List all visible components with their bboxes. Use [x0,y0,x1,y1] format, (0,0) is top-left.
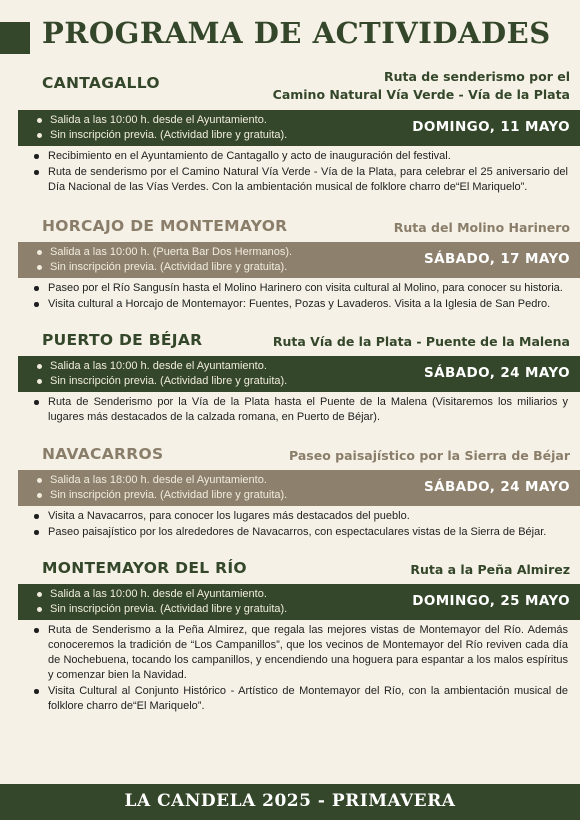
info-band [18,470,580,506]
detail-item: Visita a Navacarros, para conocer los lugares más destacados del pueblo. [48,509,568,524]
info-band [18,584,580,620]
route-line-1: Ruta Vía de la Plata - Puente de la Malena [272,334,570,349]
route-name [410,561,570,579]
registration-info: Sin inscripción previa. (Actividad libre y gratuita). [50,128,580,143]
route-line-1: Ruta de senderismo por el [384,69,570,84]
section-header [0,442,580,470]
details-list [0,506,580,540]
route-line-1: Ruta a la Peña Almirez [410,562,570,577]
town-name: MONTEMAYOR DEL RÍO [42,559,247,577]
section-header [0,64,580,110]
detail-item: Ruta de senderismo por el Camino Natural Vía Verde - Vía de la Plata, para celebrar el 25 aniversario del Día Nacional de las Vías Verdes. Con la ambientación musical de folklore charro de“El Mariquelo”. [48,166,568,193]
detail-item: Visita cultural a Horcajo de Montemayor: Fuentes, Pozas y Lavaderos. Visita a la Iglesia de San Pedro. [48,297,568,312]
registration-info: Sin inscripción previa. (Actividad libre y gratuita). [50,488,580,503]
section-header [0,328,580,356]
detail-item: Recibimiento en el Ayuntamiento de Cantagallo y acto de inauguración del festival. [48,149,568,164]
details-list [0,392,580,425]
detail-item: Ruta de Senderismo a la Peña Almirez, que regala las mejores vistas de Montemayor del Río. Además conoceremos la tradición de “Los Campanillos”, que los vecinos de Montemayor del Río reviven cada día de Nochebuena, tocando los campanillos, y encendiendo una hoguera para espantar a los malos espíritus y comenzar bien la Navidad. [48,624,568,681]
details-list [0,146,580,195]
info-band [18,110,580,146]
detail-item: Paseo paisajístico por los alrededores de Navacarros, con espectaculares vistas de la Sierra de Béjar. [48,525,568,540]
event-date: DOMINGO, 25 MAYO [412,593,570,609]
route-line-2: Camino Natural Vía Verde - Vía de la Plata [272,87,570,102]
route-name [289,447,570,465]
registration-info: Sin inscripción previa. (Actividad libre y gratuita). [50,260,580,275]
detail-item: Paseo por el Río Sangusín hasta el Molino Harinero con visita cultural al Molino, para conocer su historia. [48,281,568,296]
section-header [0,556,580,584]
details-list [0,278,580,312]
section-montemayor-del-rio [0,556,580,715]
event-date: SÁBADO, 24 MAYO [424,365,570,381]
footer-banner [0,784,580,820]
section-cantagallo [0,64,580,196]
route-name [394,219,570,237]
route-name [273,333,570,351]
info-band [18,242,580,278]
route-line-1: Ruta del Molino Harinero [393,220,570,235]
town-name: PUERTO DE BÉJAR [42,331,203,349]
event-date: DOMINGO, 11 MAYO [412,119,570,135]
section-header [0,214,580,242]
info-band [18,356,580,392]
departure-info: Salida a las 18:00 h. desde el Ayuntamiento. [50,473,580,488]
registration-info: Sin inscripción previa. (Actividad libre y gratuita). [50,374,580,389]
registration-info: Sin inscripción previa. (Actividad libre y gratuita). [50,602,580,617]
town-name: HORCAJO DE MONTEMAYOR [42,217,288,235]
event-date: SÁBADO, 24 MAYO [424,479,570,495]
section-horcajo-de-montemayor [0,214,580,313]
departure-info: Salida a las 10:00 h. desde el Ayuntamiento. [50,359,580,374]
departure-info: Salida a las 10:00 h. desde el Ayuntamiento. [50,587,580,602]
page-title: PROGRAMA DE ACTIVIDADES [42,16,551,50]
section-puerto-de-bejar [0,328,580,426]
town-name: CANTAGALLO [42,74,160,92]
title-accent-block [0,22,30,54]
route-name [273,68,570,104]
detail-item: Visita Cultural al Conjunto Histórico - Artístico de Montemayor del Río, con la ambientación musical de folklore charro de“El Mariquelo”. [48,685,568,712]
footer-text: LA CANDELA 2025 - PRIMAVERA [124,791,456,811]
town-name: NAVACARROS [42,445,164,463]
departure-info: Salida a las 10:00 h. desde el Ayuntamiento. [50,113,580,128]
event-date: SÁBADO, 17 MAYO [424,251,570,267]
details-list [0,620,580,714]
departure-info: Salida a las 10:00 h. (Puerta Bar Dos Hermanos). [50,245,580,260]
detail-item: Ruta de Senderismo por la Vía de la Plata hasta el Puente de la Malena (Visitaremos los miliarios y lugares más destacados de la calzada romana, en Puerto de Béjar). [48,396,568,423]
section-navacarros [0,442,580,541]
route-line-1: Paseo paisajístico por la Sierra de Béjar [289,448,570,463]
